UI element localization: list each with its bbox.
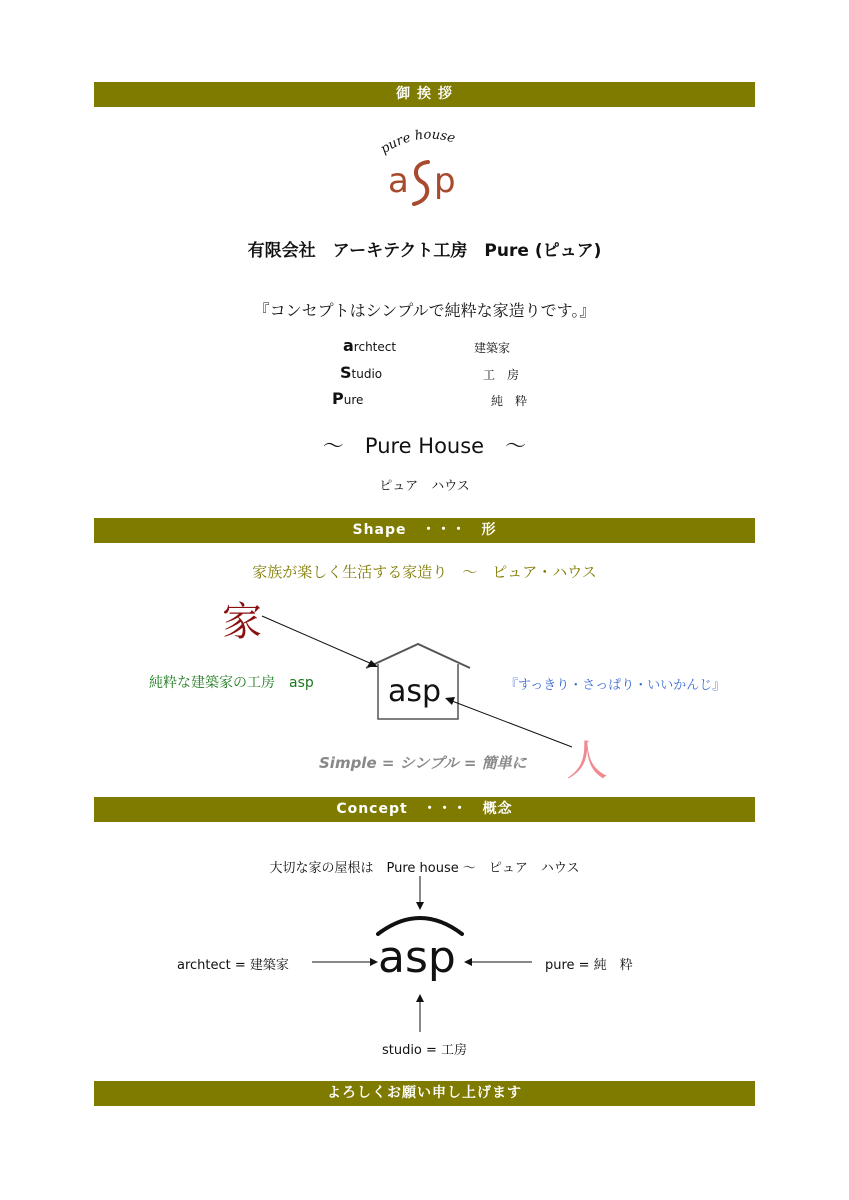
concept-left-text: archtect = 建築家 [177,958,289,973]
company-name: 有限会社 アーキテクト工房 Pure (ピュア) [247,241,602,261]
word-rest: ure [343,393,364,407]
closing-bar: よろしくお願い申し上げます [94,1081,755,1106]
word-meaning: 純 粋 [491,394,528,408]
arrow-head [370,958,378,966]
word-initial: S [340,363,352,382]
concept-right-text: pure = 純 粋 [545,958,633,973]
kanji-person: 人 [566,736,609,785]
shape-left-label: 純粋な建築家の工房 asp [149,675,314,691]
house-mark: asp [388,674,442,709]
logo-mark-p: p [434,161,456,201]
concept-bar: Concept ・・・ 概念 [94,797,755,822]
word-initial: P [332,389,344,408]
logo-mark-a: a [388,161,409,201]
shape-right-text: 『すっきり・さっぱり・いいかんじ』 [505,678,726,693]
shape-subtitle: 家族が楽しく生活する家造り ～ ピュア・ハウス [252,563,597,581]
pure-house-kana: ピュア ハウス [379,479,470,494]
greeting-bar: 御 挨 拶 [94,82,755,107]
word-rest: rchtect [353,340,397,354]
concept-line: 『コンセプトはシンプルで純粋な家造りです。』 [253,301,596,320]
arrow-head [464,958,472,966]
concept-mark: asp [378,932,456,983]
word-rest: tudio [351,367,383,381]
word-initial: a [343,336,354,355]
concept-roof-text: 大切な家の屋根は Pure house ～ ピュア ハウス [269,861,580,876]
pure-house-heading: ～ Pure House ～ [322,434,527,458]
arrow-head [416,994,424,1002]
simple-text: Simple = シンプル = 簡単に [319,754,527,772]
logo-arc-text: pure house [377,127,457,158]
shape-bar: Shape ・・・ 形 [94,518,755,543]
word-meaning: 工 房 [483,368,520,382]
word-meaning: 建築家 [474,341,511,355]
concept-bottom-text: studio = 工房 [381,1043,468,1058]
arrow-head [416,902,424,910]
kanji-house: 家 [222,599,262,645]
